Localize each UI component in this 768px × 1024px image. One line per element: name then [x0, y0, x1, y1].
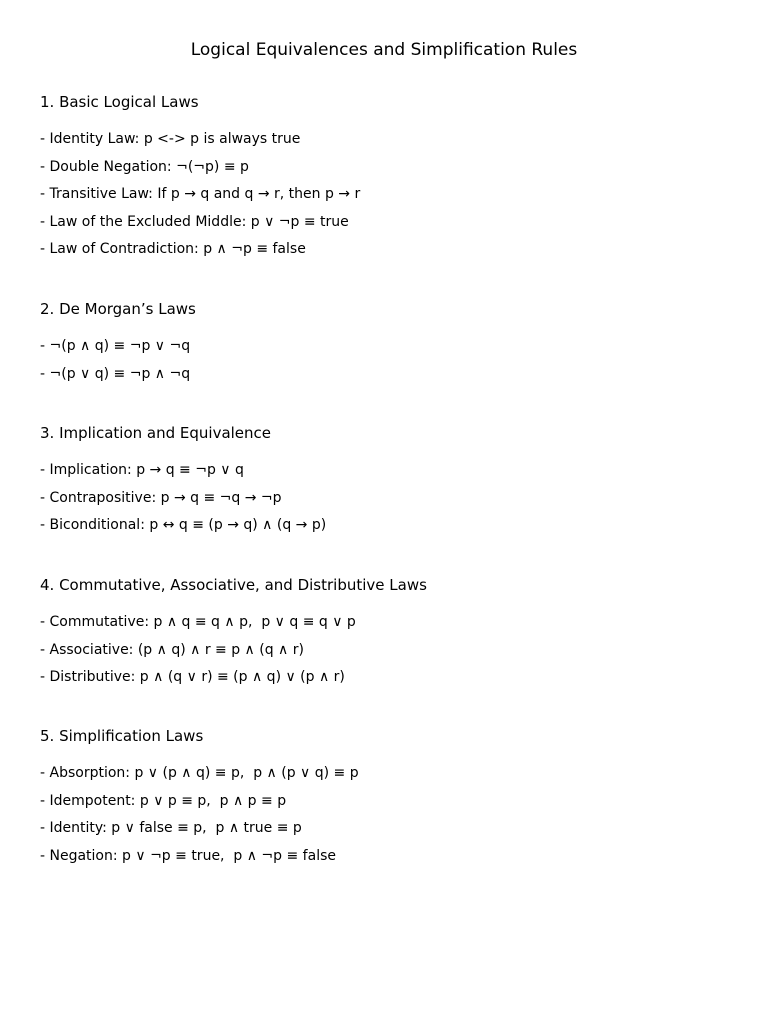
rule-item: - Law of the Excluded Middle: p ∨ ¬p ≡ true	[40, 213, 349, 230]
rule-list	[40, 336, 740, 391]
section-implication-and-equivalence	[40, 422, 740, 543]
rule-item: - Contrapositive: p → q ≡ ¬q → ¬p	[40, 489, 282, 506]
rule-item: - Transitive Law: If p → q and q → r, then p → r	[40, 186, 361, 202]
rule-item: - Law of Contradiction: p ∧ ¬p ≡ false	[40, 241, 306, 257]
rule-item: - Identity: p ∨ false ≡ p, p ∧ true ≡ p	[40, 820, 302, 836]
section-de-morgans-laws	[40, 298, 740, 391]
section-commutative-associative-distributive	[40, 574, 740, 695]
rule-item: - Implication: p → q ≡ ¬p ∨ q	[40, 462, 244, 478]
rule-item: - Commutative: p ∧ q ≡ q ∧ p, p ∨ q ≡ q ∨ p	[40, 614, 356, 630]
rule-item: - ¬(p ∧ q) ≡ ¬p ∨ ¬q	[40, 338, 191, 354]
section-heading: 5. Simplification Laws	[40, 727, 204, 745]
rule-item: - Distributive: p ∧ (q ∨ r) ≡ (p ∧ q) ∨ (p ∧ r)	[40, 669, 345, 685]
rule-item: - Negation: p ∨ ¬p ≡ true, p ∧ ¬p ≡ false	[40, 847, 336, 864]
rule-item: - Double Negation: ¬(¬p) ≡ p	[40, 158, 249, 175]
rule-list	[40, 460, 740, 543]
section-heading: 4. Commutative, Associative, and Distributive Laws	[40, 576, 427, 594]
rule-list	[40, 612, 740, 695]
rule-item: - Identity Law: p <-> p is always true	[40, 131, 301, 147]
rule-item: - ¬(p ∨ q) ≡ ¬p ∧ ¬q	[40, 365, 191, 382]
document-title: Logical Equivalences and Simplification Rules	[190, 40, 578, 60]
rule-list	[40, 129, 740, 267]
section-heading: 2. De Morgan’s Laws	[40, 300, 196, 318]
section-heading: 3. Implication and Equivalence	[40, 424, 272, 442]
rule-list	[40, 763, 740, 873]
rule-item: - Idempotent: p ∨ p ≡ p, p ∧ p ≡ p	[40, 792, 287, 809]
rule-item: - Associative: (p ∧ q) ∧ r ≡ p ∧ (q ∧ r)	[40, 641, 304, 658]
section-heading: 1. Basic Logical Laws	[40, 93, 199, 111]
section-simplification-laws	[40, 725, 740, 873]
section-basic-logical-laws	[40, 91, 740, 267]
rule-item: - Biconditional: p ↔ q ≡ (p → q) ∧ (q → p)	[40, 517, 327, 533]
rule-item: - Absorption: p ∨ (p ∧ q) ≡ p, p ∧ (p ∨ q) ≡ p	[40, 765, 359, 781]
